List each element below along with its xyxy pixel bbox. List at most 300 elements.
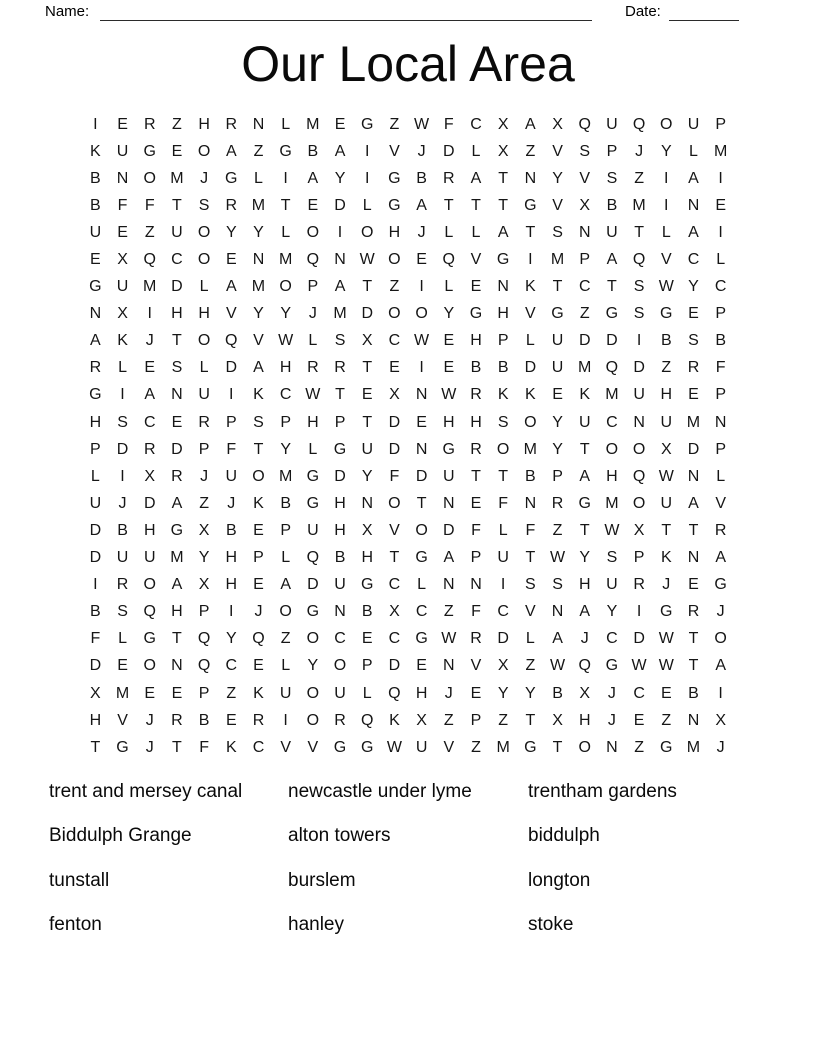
grid-letter: U	[334, 684, 346, 702]
grid-letter: E	[688, 305, 699, 323]
grid-letter: P	[307, 278, 319, 296]
grid-letter: N	[443, 494, 455, 512]
grid-letter: Z	[661, 711, 672, 729]
grid-letter: Q	[632, 251, 646, 269]
grid-letter: R	[633, 576, 645, 594]
grid-letter: A	[497, 223, 509, 241]
grid-letter: S	[117, 603, 128, 621]
grid-letter: L	[308, 332, 318, 350]
grid-letter: L	[199, 278, 209, 296]
grid-letter: Y	[253, 223, 264, 241]
grid-letter: J	[716, 603, 725, 621]
word-item: newcastle under lyme	[288, 781, 472, 802]
grid-letter: C	[633, 684, 645, 702]
grid-letter: H	[578, 711, 591, 729]
grid-letter: L	[281, 115, 291, 133]
grid-letter: S	[606, 549, 618, 567]
grid-letter: I	[337, 223, 343, 241]
grid-letter: R	[225, 115, 238, 133]
grid-letter: F	[389, 467, 400, 485]
grid-letter: D	[334, 467, 346, 485]
grid-letter: B	[361, 603, 373, 621]
grid-letter: X	[361, 521, 373, 539]
grid-letter: A	[280, 576, 291, 594]
grid-letter: C	[143, 413, 156, 431]
grid-letter: M	[115, 684, 130, 702]
grid-letter: X	[144, 467, 156, 485]
grid-letter: K	[389, 711, 400, 729]
grid-letter: M	[278, 467, 293, 485]
grid-letter: E	[90, 251, 101, 269]
grid-letter: D	[388, 440, 401, 458]
grid-letter: N	[361, 494, 373, 512]
grid-letter: U	[606, 576, 618, 594]
grid-letter: A	[225, 278, 237, 296]
grid-letter: B	[90, 169, 101, 187]
grid-letter: P	[198, 684, 210, 702]
grid-letter: C	[225, 657, 238, 675]
grid-letter: G	[143, 142, 156, 160]
grid-letter: T	[416, 494, 427, 512]
grid-letter: U	[116, 278, 129, 296]
grid-letter: J	[444, 684, 453, 702]
grid-letter: X	[117, 305, 128, 323]
grid-letter: G	[551, 305, 564, 323]
grid-letter: B	[90, 196, 101, 214]
grid-letter: E	[660, 684, 672, 702]
grid-letter: D	[578, 332, 591, 350]
grid-letter: J	[200, 169, 209, 187]
grid-letter: O	[143, 169, 156, 187]
grid-letter: P	[633, 549, 645, 567]
grid-letter: Z	[389, 278, 400, 296]
grid-letter: R	[307, 359, 319, 377]
grid-letter: E	[470, 494, 482, 512]
grid-letter: R	[171, 467, 183, 485]
grid-letter: J	[227, 494, 236, 512]
grid-row	[82, 138, 735, 165]
grid-letter: D	[524, 359, 537, 377]
grid-letter: I	[500, 576, 506, 594]
grid-row	[82, 734, 735, 761]
grid-letter: I	[93, 115, 98, 133]
grid-letter: E	[470, 278, 482, 296]
grid-letter: M	[143, 278, 157, 296]
grid-letter: Y	[552, 440, 563, 458]
grid-letter: R	[470, 630, 482, 648]
grid-letter: D	[116, 440, 129, 458]
grid-row	[82, 219, 735, 246]
grid-letter: G	[496, 251, 510, 269]
grid-letter: A	[552, 630, 563, 648]
grid-letter: Y	[579, 549, 591, 567]
grid-letter: Z	[389, 115, 400, 133]
grid-letter: H	[334, 494, 346, 512]
grid-letter: Y	[225, 630, 237, 648]
grid-letter: G	[89, 278, 102, 296]
grid-letter: J	[308, 305, 317, 323]
grid-letter: P	[579, 251, 591, 269]
grid-letter: L	[471, 142, 481, 160]
grid-letter: B	[280, 494, 291, 512]
grid-letter: E	[443, 359, 455, 377]
grid-letter: X	[389, 386, 400, 404]
grid-letter: D	[388, 657, 401, 675]
grid-letter: R	[687, 603, 700, 621]
grid-letter: G	[388, 169, 401, 187]
grid-letter: M	[523, 440, 537, 458]
page-title: Our Local Area	[241, 36, 575, 92]
grid-letter: L	[689, 142, 698, 160]
grid-row	[82, 165, 735, 192]
grid-letter: Z	[579, 305, 590, 323]
grid-letter: Z	[443, 711, 454, 729]
grid-letter: D	[171, 440, 183, 458]
grid-letter: K	[525, 386, 536, 404]
grid-letter: X	[90, 684, 101, 702]
grid-letter: V	[389, 142, 400, 160]
grid-row	[82, 599, 735, 626]
grid-letter: P	[198, 603, 210, 621]
grid-letter: E	[144, 359, 156, 377]
grid-letter: X	[497, 142, 509, 160]
grid-letter: H	[143, 521, 156, 539]
grid-letter: E	[633, 711, 645, 729]
grid-letter: Y	[280, 305, 291, 323]
grid-letter: E	[688, 386, 699, 404]
grid-letter: V	[253, 332, 264, 350]
grid-letter: I	[147, 305, 152, 323]
grid-letter: E	[117, 223, 128, 241]
grid-letter: J	[145, 711, 154, 729]
grid-letter: F	[117, 196, 128, 214]
grid-letter: D	[443, 142, 455, 160]
grid-letter: J	[118, 494, 127, 512]
grid-letter: A	[525, 115, 536, 133]
grid-letter: N	[171, 657, 183, 675]
grid-letter: V	[525, 603, 536, 621]
grid-letter: A	[144, 386, 156, 404]
grid-letter: N	[714, 413, 727, 431]
grid-letter: O	[388, 251, 401, 269]
grid-letter: V	[552, 142, 563, 160]
grid-letter: R	[443, 169, 455, 187]
grid-letter: D	[143, 494, 156, 512]
grid-letter: X	[198, 576, 210, 594]
grid-letter: L	[498, 521, 508, 539]
grid-letter: W	[359, 251, 375, 269]
grid-letter: S	[552, 576, 563, 594]
grid-letter: B	[688, 684, 699, 702]
grid-letter: H	[89, 711, 102, 729]
grid-letter: O	[252, 467, 265, 485]
grid-letter: F	[199, 738, 209, 756]
grid-letter: N	[443, 657, 455, 675]
grid-letter: Z	[634, 738, 644, 756]
grid-letter: O	[578, 738, 591, 756]
grid-letter: L	[716, 467, 726, 485]
grid-letter: T	[172, 332, 182, 350]
grid-letter: E	[443, 332, 455, 350]
grid-letter: N	[687, 711, 700, 729]
grid-letter: B	[660, 332, 672, 350]
grid-letter: G	[469, 305, 483, 323]
grid-letter: O	[197, 142, 211, 160]
grid-letter: I	[636, 603, 642, 621]
grid-letter: G	[660, 305, 673, 323]
grid-letter: M	[251, 278, 266, 296]
grid-letter: O	[306, 711, 320, 729]
grid-letter: H	[497, 305, 509, 323]
grid-letter: V	[117, 711, 128, 729]
grid-letter: O	[197, 332, 211, 350]
grid-letter: O	[306, 684, 320, 702]
grid-letter: N	[415, 386, 428, 404]
grid-letter: I	[636, 332, 642, 350]
grid-letter: A	[688, 494, 699, 512]
grid-letter: E	[389, 359, 400, 377]
grid-letter: H	[361, 549, 373, 567]
grid-letter: Y	[497, 684, 509, 702]
grid-letter: I	[718, 169, 723, 187]
grid-letter: R	[334, 359, 346, 377]
grid-letter: D	[361, 305, 373, 323]
word-item: hanley	[288, 914, 344, 936]
grid-letter: J	[145, 332, 154, 350]
grid-letter: Z	[144, 223, 155, 241]
grid-letter: I	[718, 223, 723, 241]
grid-letter: R	[143, 440, 156, 458]
grid-letter: T	[280, 196, 291, 214]
grid-letter: K	[525, 278, 536, 296]
grid-letter: U	[143, 549, 156, 567]
grid-letter: V	[307, 738, 319, 756]
grid-letter: I	[664, 169, 669, 187]
grid-letter: M	[686, 738, 701, 756]
grid-letter: P	[253, 549, 264, 567]
grid-letter: H	[225, 549, 238, 567]
grid-letter: T	[362, 278, 373, 296]
grid-letter: P	[497, 332, 509, 350]
grid-letter: I	[283, 169, 288, 187]
grid-letter: C	[578, 278, 591, 296]
grid-letter: J	[635, 142, 644, 160]
grid-letter: I	[364, 142, 370, 160]
grid-letter: G	[388, 196, 401, 214]
grid-letter: O	[143, 657, 156, 675]
grid-letter: U	[415, 738, 428, 756]
grid-letter: G	[225, 169, 238, 187]
grid-letter: I	[718, 684, 723, 702]
grid-letter: Q	[252, 630, 265, 648]
grid-letter: T	[471, 196, 481, 214]
word-item: trent and mersey canal	[49, 781, 243, 802]
grid-letter: G	[524, 738, 537, 756]
grid-letter: R	[143, 115, 156, 133]
grid-row	[82, 653, 735, 680]
grid-letter: B	[90, 603, 101, 621]
grid-letter: M	[713, 142, 728, 160]
grid-letter: B	[715, 332, 726, 350]
grid-letter: G	[578, 494, 591, 512]
grid-letter: B	[525, 467, 536, 485]
grid-letter: K	[90, 142, 101, 160]
grid-letter: V	[525, 305, 536, 323]
word-item: stoke	[528, 914, 574, 936]
grid-letter: I	[664, 196, 669, 214]
grid-letter: T	[688, 657, 699, 675]
grid-letter: N	[89, 305, 102, 323]
grid-letter: O	[632, 440, 646, 458]
grid-letter: L	[417, 576, 427, 594]
grid-letter: N	[551, 603, 564, 621]
grid-letter: X	[660, 440, 672, 458]
grid-letter: C	[415, 603, 428, 621]
grid-letter: Z	[498, 711, 509, 729]
grid-letter: G	[116, 738, 129, 756]
grid-letter: G	[442, 440, 455, 458]
grid-letter: I	[419, 359, 424, 377]
grid-letter: V	[225, 305, 237, 323]
grid-letter: R	[470, 386, 482, 404]
grid-letter: N	[116, 169, 129, 187]
grid-letter: G	[415, 630, 428, 648]
grid-letter: Q	[143, 251, 156, 269]
grid-letter: D	[443, 521, 455, 539]
grid-letter: T	[525, 223, 536, 241]
grid-letter: O	[605, 440, 619, 458]
grid-letter: W	[414, 332, 430, 350]
grid-letter: P	[715, 440, 726, 458]
grid-row	[82, 355, 735, 382]
grid-letter: I	[528, 251, 533, 269]
grid-letter: H	[443, 413, 455, 431]
word-item: tunstall	[49, 869, 110, 891]
grid-letter: T	[362, 413, 373, 431]
grid-letter: X	[552, 711, 563, 729]
grid-letter: T	[253, 440, 264, 458]
grid-letter: G	[605, 305, 619, 323]
grid-letter: V	[579, 169, 591, 187]
grid-letter: Y	[660, 142, 672, 160]
grid-letter: Z	[172, 115, 182, 133]
grid-letter: V	[660, 251, 672, 269]
grid-letter: K	[253, 684, 264, 702]
grid-letter: S	[688, 332, 699, 350]
grid-letter: E	[117, 115, 128, 133]
grid-letter: G	[333, 440, 347, 458]
grid-letter: E	[715, 196, 726, 214]
grid-letter: M	[550, 251, 565, 269]
grid-letter: P	[470, 711, 482, 729]
grid-letter: L	[661, 223, 671, 241]
grid-letter: A	[225, 142, 237, 160]
grid-letter: N	[334, 603, 346, 621]
grid-letter: E	[416, 251, 427, 269]
grid-letter: Q	[605, 359, 619, 377]
grid-letter: N	[415, 440, 428, 458]
word-item: longton	[528, 869, 591, 891]
grid-letter: N	[687, 549, 700, 567]
grid-letter: T	[661, 521, 672, 539]
grid-letter: Q	[360, 711, 374, 729]
grid-letter: A	[90, 332, 101, 350]
grid-letter: D	[334, 196, 346, 214]
grid-letter: D	[415, 467, 428, 485]
grid-letter: U	[116, 142, 129, 160]
grid-row	[82, 274, 735, 301]
grid-letter: I	[120, 467, 125, 485]
grid-letter: D	[171, 278, 183, 296]
grid-letter: G	[605, 657, 619, 675]
grid-letter: N	[252, 115, 265, 133]
grid-letter: C	[606, 413, 618, 431]
grid-letter: V	[443, 738, 455, 756]
grid-letter: M	[605, 386, 619, 404]
grid-letter: T	[579, 440, 590, 458]
word-item: biddulph	[528, 825, 600, 847]
grid-letter: M	[333, 305, 347, 323]
grid-letter: B	[552, 684, 563, 702]
grid-letter: A	[688, 223, 699, 241]
grid-letter: Y	[552, 413, 563, 431]
header	[45, 2, 742, 22]
grid-letter: A	[606, 251, 618, 269]
grid-letter: A	[416, 196, 427, 214]
grid-letter: E	[144, 684, 156, 702]
grid-letter: B	[497, 359, 509, 377]
grid-letter: S	[171, 359, 183, 377]
grid-letter: R	[225, 196, 238, 214]
grid-letter: G	[279, 142, 292, 160]
grid-letter: Z	[199, 494, 209, 512]
word-item: fenton	[49, 914, 102, 936]
grid-letter: P	[552, 467, 563, 485]
grid-letter: Q	[578, 657, 591, 675]
grid-letter: C	[388, 332, 401, 350]
grid-letter: L	[199, 359, 209, 377]
grid-letter: F	[471, 603, 481, 621]
grid-letter: K	[117, 332, 128, 350]
grid-letter: S	[198, 196, 210, 214]
grid-letter: V	[389, 521, 400, 539]
grid-letter: Y	[225, 223, 237, 241]
grid-letter: Y	[606, 603, 618, 621]
grid-letter: L	[254, 169, 263, 187]
grid-letter: A	[688, 169, 699, 187]
grid-letter: N	[524, 494, 537, 512]
grid-letter: J	[417, 142, 426, 160]
grid-letter: O	[306, 630, 320, 648]
grid-letter: X	[715, 711, 726, 729]
grid-letter: C	[388, 576, 401, 594]
grid-row	[82, 111, 735, 138]
grid-letter: I	[364, 169, 370, 187]
grid-letter: N	[606, 738, 618, 756]
grid-letter: X	[497, 657, 509, 675]
grid-letter: D	[687, 440, 700, 458]
grid-letter: Y	[443, 305, 455, 323]
grid-letter: T	[607, 278, 617, 296]
grid-letter: U	[606, 115, 618, 133]
grid-letter: G	[306, 494, 320, 512]
grid-letter: R	[334, 711, 346, 729]
grid-letter: Z	[661, 359, 672, 377]
grid-letter: R	[470, 440, 482, 458]
grid-letter: Z	[634, 169, 644, 187]
grid-letter: P	[90, 440, 101, 458]
grid-letter: S	[552, 223, 563, 241]
